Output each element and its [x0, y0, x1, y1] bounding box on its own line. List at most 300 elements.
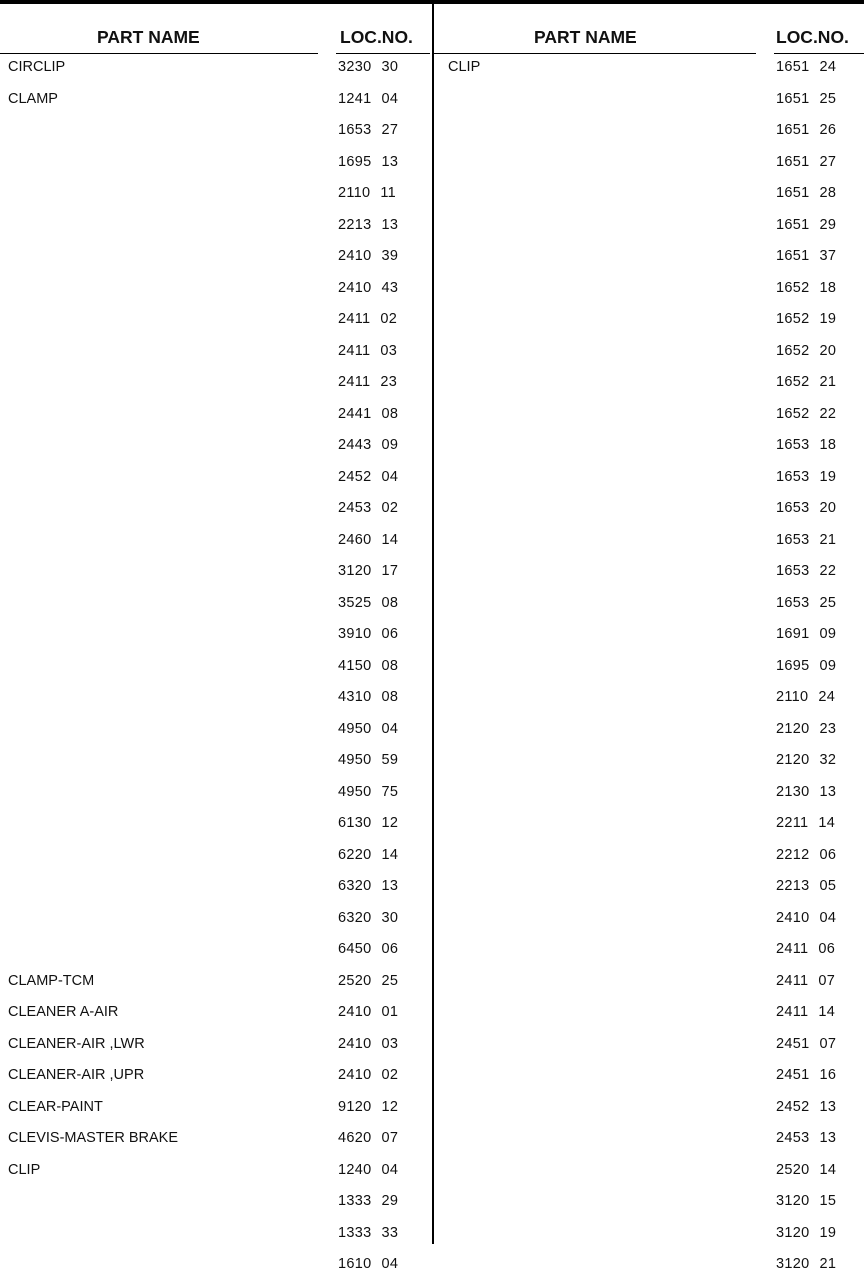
loc-no	[338, 847, 398, 863]
loc-main: 6450	[338, 941, 372, 957]
loc-main: 2451	[776, 1035, 810, 1052]
loc-main: 4310	[338, 689, 372, 705]
loc-sub: 11	[380, 185, 397, 201]
loc-sub: 22	[819, 563, 837, 579]
loc-no	[776, 910, 836, 926]
loc-main: 1651	[776, 185, 810, 201]
loc-sub: 23	[819, 720, 837, 737]
loc-main: 1610	[338, 1256, 372, 1272]
table-row	[0, 873, 432, 905]
table-row	[0, 999, 432, 1031]
loc-main: 1651	[776, 90, 810, 107]
loc-main: 2213	[776, 878, 810, 894]
table-row	[434, 527, 864, 559]
table-row	[434, 369, 864, 401]
loc-main: 1651	[776, 153, 810, 170]
loc-no	[338, 1099, 398, 1115]
right-header	[434, 4, 864, 54]
part-name-header: PART NAME	[534, 27, 637, 47]
loc-no	[776, 941, 835, 957]
table-row	[434, 621, 864, 653]
loc-no	[776, 91, 836, 107]
loc-sub: 24	[819, 59, 837, 75]
loc-sub: 09	[381, 437, 399, 453]
loc-sub: 04	[381, 468, 399, 485]
table-row	[0, 149, 432, 181]
loc-no	[776, 280, 836, 296]
loc-no	[776, 1130, 836, 1146]
table-row	[0, 905, 432, 937]
table-row	[0, 1094, 432, 1126]
loc-main: 3910	[338, 626, 372, 642]
table-row	[434, 968, 864, 1000]
loc-sub: 14	[818, 1004, 836, 1020]
loc-no	[338, 1225, 398, 1241]
loc-main: 9120	[338, 1098, 372, 1115]
table-row	[0, 495, 432, 527]
table-row	[434, 338, 864, 370]
loc-no	[776, 217, 836, 233]
loc-no	[338, 248, 398, 264]
loc-main: 1691	[776, 626, 810, 642]
loc-main: 1333	[338, 1224, 372, 1241]
table-row	[0, 1251, 432, 1283]
loc-no	[338, 878, 398, 894]
loc-sub: 75	[381, 783, 399, 800]
loc-no	[776, 374, 836, 390]
loc-sub: 13	[381, 216, 399, 233]
table-row	[0, 968, 432, 1000]
loc-main: 3120	[338, 563, 372, 579]
loc-no	[776, 721, 836, 737]
loc-sub: 04	[381, 720, 399, 737]
loc-main: 1653	[776, 531, 810, 548]
loc-sub: 21	[819, 1256, 837, 1272]
loc-no	[776, 532, 836, 548]
loc-sub: 20	[819, 500, 837, 516]
table-row	[434, 432, 864, 464]
loc-no	[776, 1067, 836, 1083]
table-row	[434, 936, 864, 968]
table-row	[434, 1188, 864, 1220]
table-row	[0, 779, 432, 811]
part-name-header: PART NAME	[97, 27, 200, 47]
loc-main: 1333	[338, 1193, 372, 1209]
table-row	[434, 212, 864, 244]
table-row	[434, 810, 864, 842]
table-row	[434, 779, 864, 811]
loc-main: 3120	[776, 1193, 810, 1209]
table-row	[0, 180, 432, 212]
part-name: CLAMP-TCM	[8, 972, 95, 989]
loc-no	[338, 1067, 398, 1083]
loc-no	[776, 1225, 836, 1241]
loc-no	[338, 311, 397, 327]
table-row	[0, 54, 432, 86]
loc-sub: 13	[381, 878, 399, 894]
loc-main: 3525	[338, 594, 372, 611]
loc-no	[776, 752, 836, 768]
table-row	[0, 306, 432, 338]
loc-no	[776, 185, 836, 201]
loc-sub: 07	[818, 972, 836, 989]
table-row	[434, 86, 864, 118]
loc-no	[776, 59, 836, 75]
table-row	[0, 464, 432, 496]
loc-main: 2411	[338, 374, 371, 390]
loc-no	[338, 1036, 398, 1052]
loc-no	[776, 847, 836, 863]
table-row	[0, 747, 432, 779]
loc-sub: 30	[381, 909, 399, 926]
loc-no	[776, 626, 836, 642]
loc-no	[776, 343, 836, 359]
loc-sub: 13	[381, 153, 399, 170]
loc-no	[338, 563, 398, 579]
loc-main: 2453	[776, 1130, 810, 1146]
loc-sub: 08	[381, 657, 399, 674]
loc-main: 1240	[338, 1161, 372, 1178]
loc-no	[338, 784, 398, 800]
loc-no	[776, 469, 836, 485]
loc-main: 1695	[338, 153, 372, 170]
loc-main: 2410	[776, 909, 810, 926]
part-name: CLEANER-AIR ,UPR	[8, 1067, 145, 1083]
part-name: CLIP	[8, 1161, 41, 1178]
table-row	[434, 180, 864, 212]
table-row	[0, 1125, 432, 1157]
table-row	[434, 401, 864, 433]
loc-sub: 06	[381, 941, 399, 957]
loc-main: 2110	[776, 689, 809, 705]
loc-sub: 21	[819, 374, 837, 390]
loc-sub: 07	[819, 1035, 837, 1052]
loc-main: 1651	[776, 248, 810, 264]
loc-sub: 04	[381, 1256, 399, 1272]
loc-main: 2410	[338, 1067, 372, 1083]
loc-main: 3120	[776, 1256, 810, 1272]
loc-sub: 33	[381, 1224, 399, 1241]
part-name: CLEAR-PAINT	[8, 1098, 103, 1115]
loc-main: 2441	[338, 405, 372, 422]
loc-sub: 06	[819, 846, 837, 863]
table-row	[0, 1031, 432, 1063]
loc-no	[338, 1130, 398, 1146]
part-name: CLAMP	[8, 90, 58, 107]
loc-sub: 17	[381, 563, 399, 579]
table-row	[0, 86, 432, 118]
loc-main: 2451	[776, 1067, 810, 1083]
loc-no	[338, 626, 398, 642]
loc-main: 1652	[776, 342, 810, 359]
loc-no	[338, 721, 398, 737]
table-row	[0, 212, 432, 244]
right-rows	[434, 54, 864, 1283]
loc-no	[776, 122, 836, 138]
loc-no	[338, 910, 398, 926]
loc-main: 4950	[338, 752, 372, 768]
loc-no	[338, 406, 398, 422]
loc-no	[338, 374, 397, 390]
loc-no	[776, 563, 836, 579]
loc-sub: 29	[381, 1193, 399, 1209]
loc-sub: 06	[818, 941, 836, 957]
loc-sub: 22	[819, 405, 837, 422]
loc-no	[776, 311, 836, 327]
table-row	[0, 1188, 432, 1220]
loc-main: 4950	[338, 783, 372, 800]
table-row	[434, 653, 864, 685]
loc-main: 2410	[338, 1004, 372, 1020]
table-row	[0, 1157, 432, 1189]
loc-sub: 23	[380, 374, 398, 390]
table-row	[434, 1094, 864, 1126]
loc-main: 2520	[776, 1161, 810, 1178]
loc-sub: 01	[381, 1004, 399, 1020]
table-row	[434, 684, 864, 716]
loc-sub: 27	[381, 122, 399, 138]
table-row	[0, 401, 432, 433]
loc-main: 1241	[338, 90, 372, 107]
loc-sub: 02	[381, 1067, 399, 1083]
loc-no	[338, 595, 398, 611]
loc-no	[338, 91, 398, 107]
loc-no	[338, 500, 398, 516]
loc-sub: 14	[381, 846, 399, 863]
loc-sub: 21	[819, 531, 837, 548]
loc-no	[338, 1004, 398, 1020]
table-row	[434, 873, 864, 905]
table-row	[434, 905, 864, 937]
loc-main: 4150	[338, 657, 372, 674]
loc-sub: 12	[381, 815, 399, 831]
table-row	[434, 842, 864, 874]
loc-sub: 06	[381, 626, 399, 642]
table-row	[0, 275, 432, 307]
table-row	[0, 716, 432, 748]
loc-no	[776, 437, 836, 453]
part-name: CLEANER A-AIR	[8, 1004, 119, 1020]
loc-main: 4620	[338, 1130, 372, 1146]
loc-main: 1652	[776, 405, 810, 422]
loc-main: 3230	[338, 59, 372, 75]
loc-no	[776, 784, 836, 800]
loc-no	[338, 689, 398, 705]
loc-main: 2452	[776, 1098, 810, 1115]
loc-main: 1653	[776, 563, 810, 579]
loc-sub: 04	[381, 90, 399, 107]
table-row	[434, 275, 864, 307]
loc-main: 6130	[338, 815, 372, 831]
table-row	[0, 1220, 432, 1252]
table-row	[0, 621, 432, 653]
loc-sub: 03	[381, 1035, 399, 1052]
loc-sub: 26	[819, 122, 837, 138]
loc-main: 2453	[338, 500, 372, 516]
loc-main: 2411	[776, 972, 809, 989]
loc-no	[776, 689, 835, 705]
loc-no	[338, 532, 398, 548]
loc-no	[776, 154, 836, 170]
loc-no	[338, 280, 398, 296]
loc-no	[776, 595, 836, 611]
loc-sub: 09	[819, 657, 837, 674]
table-row	[0, 338, 432, 370]
left-column	[0, 4, 432, 1283]
loc-sub: 13	[819, 1130, 837, 1146]
loc-main: 1653	[338, 122, 372, 138]
loc-sub: 28	[819, 185, 837, 201]
loc-no	[338, 658, 398, 674]
loc-sub: 03	[380, 342, 398, 359]
loc-no	[776, 1004, 835, 1020]
loc-no	[338, 941, 398, 957]
loc-no-header: LOC.NO.	[776, 27, 849, 47]
loc-main: 2120	[776, 752, 810, 768]
loc-main: 4950	[338, 720, 372, 737]
loc-main: 2120	[776, 720, 810, 737]
table-row	[0, 936, 432, 968]
loc-main: 2211	[776, 815, 809, 831]
loc-no	[776, 1256, 836, 1272]
loc-main: 1653	[776, 468, 810, 485]
loc-main: 6320	[338, 878, 372, 894]
loc-no	[776, 1193, 836, 1209]
table-row	[0, 1062, 432, 1094]
loc-no	[338, 973, 398, 989]
loc-sub: 19	[819, 1224, 837, 1241]
table-row	[0, 842, 432, 874]
loc-sub: 19	[819, 311, 837, 327]
loc-sub: 43	[381, 279, 399, 296]
loc-sub: 19	[819, 468, 837, 485]
loc-sub: 25	[381, 972, 399, 989]
table-row	[434, 747, 864, 779]
loc-sub: 24	[818, 689, 836, 705]
loc-main: 1651	[776, 59, 810, 75]
loc-no	[338, 815, 398, 831]
left-rows	[0, 54, 432, 1283]
loc-no	[338, 343, 397, 359]
loc-sub: 30	[381, 59, 399, 75]
table-row	[434, 716, 864, 748]
loc-sub: 13	[819, 1098, 837, 1115]
loc-sub: 27	[819, 153, 837, 170]
loc-no	[776, 1036, 836, 1052]
table-row	[0, 653, 432, 685]
loc-no-header: LOC.NO.	[340, 27, 413, 47]
loc-no	[338, 1256, 398, 1272]
loc-sub: 14	[381, 531, 399, 548]
loc-main: 1652	[776, 279, 810, 296]
table-row	[434, 117, 864, 149]
loc-sub: 15	[819, 1193, 837, 1209]
loc-sub: 14	[819, 1161, 837, 1178]
loc-sub: 25	[819, 90, 837, 107]
loc-main: 2411	[338, 342, 371, 359]
loc-main: 2110	[338, 185, 371, 201]
table-row	[0, 558, 432, 590]
loc-main: 1695	[776, 657, 810, 674]
part-name: CLEANER-AIR ,LWR	[8, 1035, 145, 1052]
table-row	[0, 432, 432, 464]
table-row	[434, 306, 864, 338]
loc-main: 2460	[338, 531, 372, 548]
loc-no	[776, 500, 836, 516]
loc-no	[338, 752, 398, 768]
loc-no	[776, 1099, 836, 1115]
loc-no	[776, 878, 836, 894]
table-row	[0, 243, 432, 275]
loc-sub: 25	[819, 594, 837, 611]
loc-main: 2520	[338, 972, 372, 989]
table-row	[434, 1157, 864, 1189]
part-name: CLIP	[448, 59, 481, 75]
left-header	[0, 4, 432, 54]
loc-sub: 18	[819, 437, 837, 453]
loc-main: 1653	[776, 594, 810, 611]
loc-main: 2411	[776, 941, 809, 957]
loc-main: 2410	[338, 248, 372, 264]
table-row	[434, 54, 864, 86]
loc-sub: 59	[381, 752, 399, 768]
right-column	[434, 4, 864, 1283]
table-row	[0, 810, 432, 842]
loc-no	[338, 154, 398, 170]
part-name: CIRCLIP	[8, 59, 66, 75]
loc-main: 2213	[338, 216, 372, 233]
table-row	[434, 1220, 864, 1252]
table-row	[434, 149, 864, 181]
loc-sub: 13	[819, 783, 837, 800]
table-row	[0, 590, 432, 622]
loc-main: 2410	[338, 279, 372, 296]
loc-main: 6320	[338, 909, 372, 926]
loc-main: 3120	[776, 1224, 810, 1241]
loc-sub: 37	[819, 248, 837, 264]
loc-main: 1653	[776, 437, 810, 453]
loc-no	[338, 122, 398, 138]
loc-main: 1653	[776, 500, 810, 516]
loc-sub: 12	[381, 1098, 399, 1115]
loc-no	[338, 59, 398, 75]
loc-sub: 08	[381, 405, 399, 422]
loc-sub: 08	[381, 594, 399, 611]
loc-main: 2443	[338, 437, 372, 453]
loc-main: 2130	[776, 783, 810, 800]
loc-no	[338, 1193, 398, 1209]
loc-sub: 08	[381, 689, 399, 705]
loc-no	[776, 248, 836, 264]
table-row	[434, 464, 864, 496]
table-row	[434, 1125, 864, 1157]
loc-sub: 02	[380, 311, 398, 327]
loc-no	[338, 437, 398, 453]
table-row	[0, 369, 432, 401]
loc-sub: 18	[819, 279, 837, 296]
loc-no	[776, 406, 836, 422]
loc-sub: 20	[819, 342, 837, 359]
loc-no	[776, 1162, 836, 1178]
loc-sub: 05	[819, 878, 837, 894]
table-row	[0, 527, 432, 559]
loc-main: 1652	[776, 311, 810, 327]
table-row	[0, 117, 432, 149]
loc-no	[338, 217, 398, 233]
table-row	[434, 1062, 864, 1094]
loc-main: 6220	[338, 846, 372, 863]
loc-no	[338, 469, 398, 485]
